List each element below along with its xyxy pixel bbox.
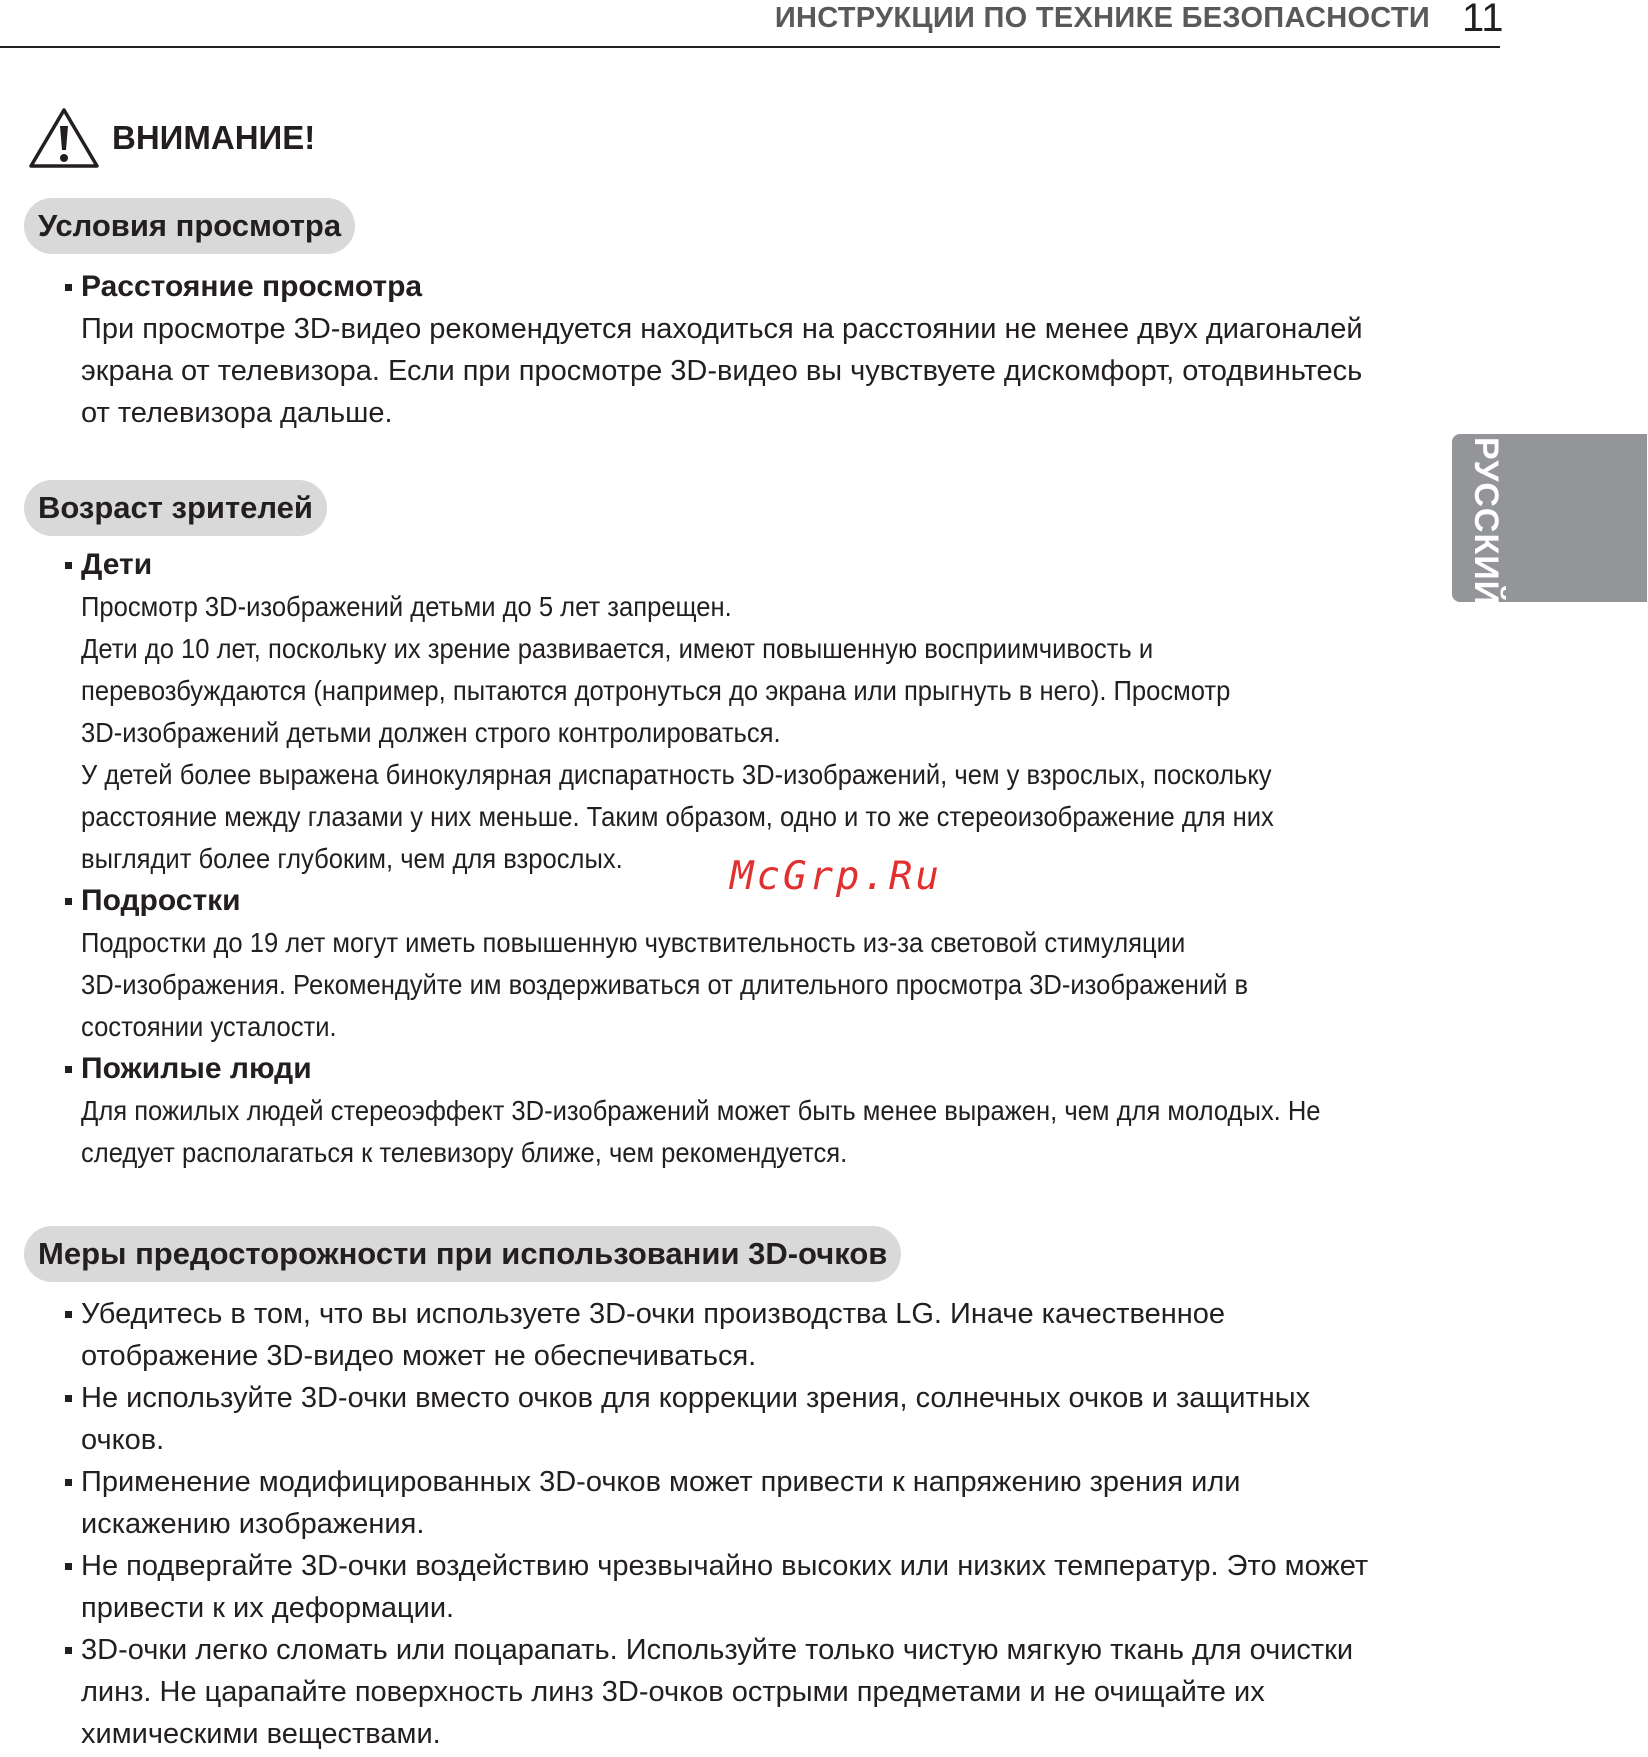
paragraph-line: расстояние между глазами у них меньше. Таким образом, одно и то же стереоизображение для них: [81, 801, 1274, 832]
list-item: [81, 1629, 1501, 1755]
section-heading-glasses: Меры предосторожности при использовании 3D-очков: [24, 1226, 901, 1282]
paragraph-line: искажению изображения.: [81, 1508, 425, 1540]
language-side-tab-label: РУССКИЙ: [1467, 437, 1505, 607]
paragraph-line: Применение модифицированных 3D-очков может привести к напряжению зрения или: [81, 1466, 1241, 1498]
paragraph-line: экрана от телевизора. Если при просмотре 3D-видео вы чувствуете дискомфорт, отодвиньтесь: [81, 355, 1363, 387]
section-heading-viewing: Условия просмотра: [24, 198, 355, 254]
bullet: [65, 1647, 72, 1654]
paragraph-line: выглядит более глубоким, чем для взрослых.: [81, 843, 623, 874]
warning-heading: [28, 106, 315, 170]
paragraph-line: химическими веществами.: [81, 1718, 441, 1750]
glasses-precautions-list: [81, 1293, 1501, 1755]
bullet: [65, 1479, 72, 1486]
bullet: [65, 898, 72, 905]
list-item: [81, 1377, 1501, 1461]
list-item-children: [81, 544, 1501, 880]
paragraph-line: состоянии усталости.: [81, 1011, 337, 1042]
bullet: [65, 1066, 72, 1073]
bullet: [65, 562, 72, 569]
bullet: [65, 1563, 72, 1570]
list-item: [81, 1545, 1501, 1629]
paragraph-line: перевозбуждаются (например, пытаются дотронуться до экрана или прыгнуть в него). Просмотр: [81, 675, 1231, 706]
paragraph-line: 3D-изображений детьми должен строго контролироваться.: [81, 717, 781, 748]
page-number: 11: [1462, 0, 1504, 40]
paragraph-line: Для пожилых людей стереоэффект 3D-изображений может быть менее выражен, чем для молодых. Не: [81, 1095, 1321, 1126]
watermark: McGrp.Ru: [730, 854, 942, 899]
list-item-viewing-distance: [81, 266, 1501, 434]
paragraph-line: Не используйте 3D-очки вместо очков для коррекции зрения, солнечных очков и защитных: [81, 1382, 1311, 1414]
paragraph-line: При просмотре 3D-видео рекомендуется находиться на расстоянии не менее двух диагоналей: [81, 313, 1363, 345]
running-header-title: ИНСТРУКЦИИ ПО ТЕХНИКЕ БЕЗОПАСНОСТИ: [774, 2, 1430, 34]
paragraph-line: Дети до 10 лет, поскольку их зрение развивается, имеют повышенную восприимчивость и: [81, 633, 1154, 664]
warning-title: ВНИМАНИЕ!: [112, 119, 316, 156]
item-title: Расстояние просмотра: [81, 270, 423, 303]
item-title: Дети: [81, 548, 153, 581]
paragraph-line: Не подвергайте 3D-очки воздействию чрезвычайно высоких или низких температур. Это может: [81, 1550, 1369, 1582]
item-title: Подростки: [81, 884, 241, 917]
bullet: [65, 1311, 72, 1318]
paragraph-line: Убедитесь в том, что вы используете 3D-очки производства LG. Иначе качественное: [81, 1298, 1226, 1330]
paragraph-line: отображение 3D-видео может не обеспечиваться.: [81, 1340, 757, 1372]
paragraph-line: линз. Не царапайте поверхность линз 3D-очков острыми предметами и не очищайте их: [81, 1676, 1265, 1708]
paragraph-line: привести к их деформации.: [81, 1592, 455, 1624]
bullet: [65, 284, 72, 291]
list-item-teenagers: [81, 880, 1501, 1048]
warning-triangle-icon: [28, 106, 100, 170]
bullet: [65, 1395, 72, 1402]
list-item: [81, 1461, 1501, 1545]
paragraph-line: У детей более выражена бинокулярная диспаратность 3D-изображений, чем у взрослых, поскольку: [81, 759, 1272, 790]
paragraph-line: следует располагаться к телевизору ближе, чем рекомендуется.: [81, 1137, 848, 1168]
paragraph-line: Просмотр 3D-изображений детьми до 5 лет запрещен.: [81, 591, 732, 622]
paragraph-line: очков.: [81, 1424, 165, 1456]
section-heading-age: Возраст зрителей: [24, 480, 327, 536]
list-item: [81, 1293, 1501, 1377]
paragraph-line: Подростки до 19 лет могут иметь повышенную чувствительность из-за световой стимуляции: [81, 927, 1186, 958]
header-rule: [0, 46, 1500, 48]
paragraph-line: от телевизора дальше.: [81, 397, 393, 429]
item-title: Пожилые люди: [81, 1052, 312, 1085]
paragraph-line: 3D-изображения. Рекомендуйте им воздерживаться от длительного просмотра 3D-изображений в: [81, 969, 1249, 1000]
paragraph-line: 3D-очки легко сломать или поцарапать. Используйте только чистую мягкую ткань для очистки: [81, 1634, 1354, 1666]
list-item-elderly: [81, 1048, 1501, 1174]
